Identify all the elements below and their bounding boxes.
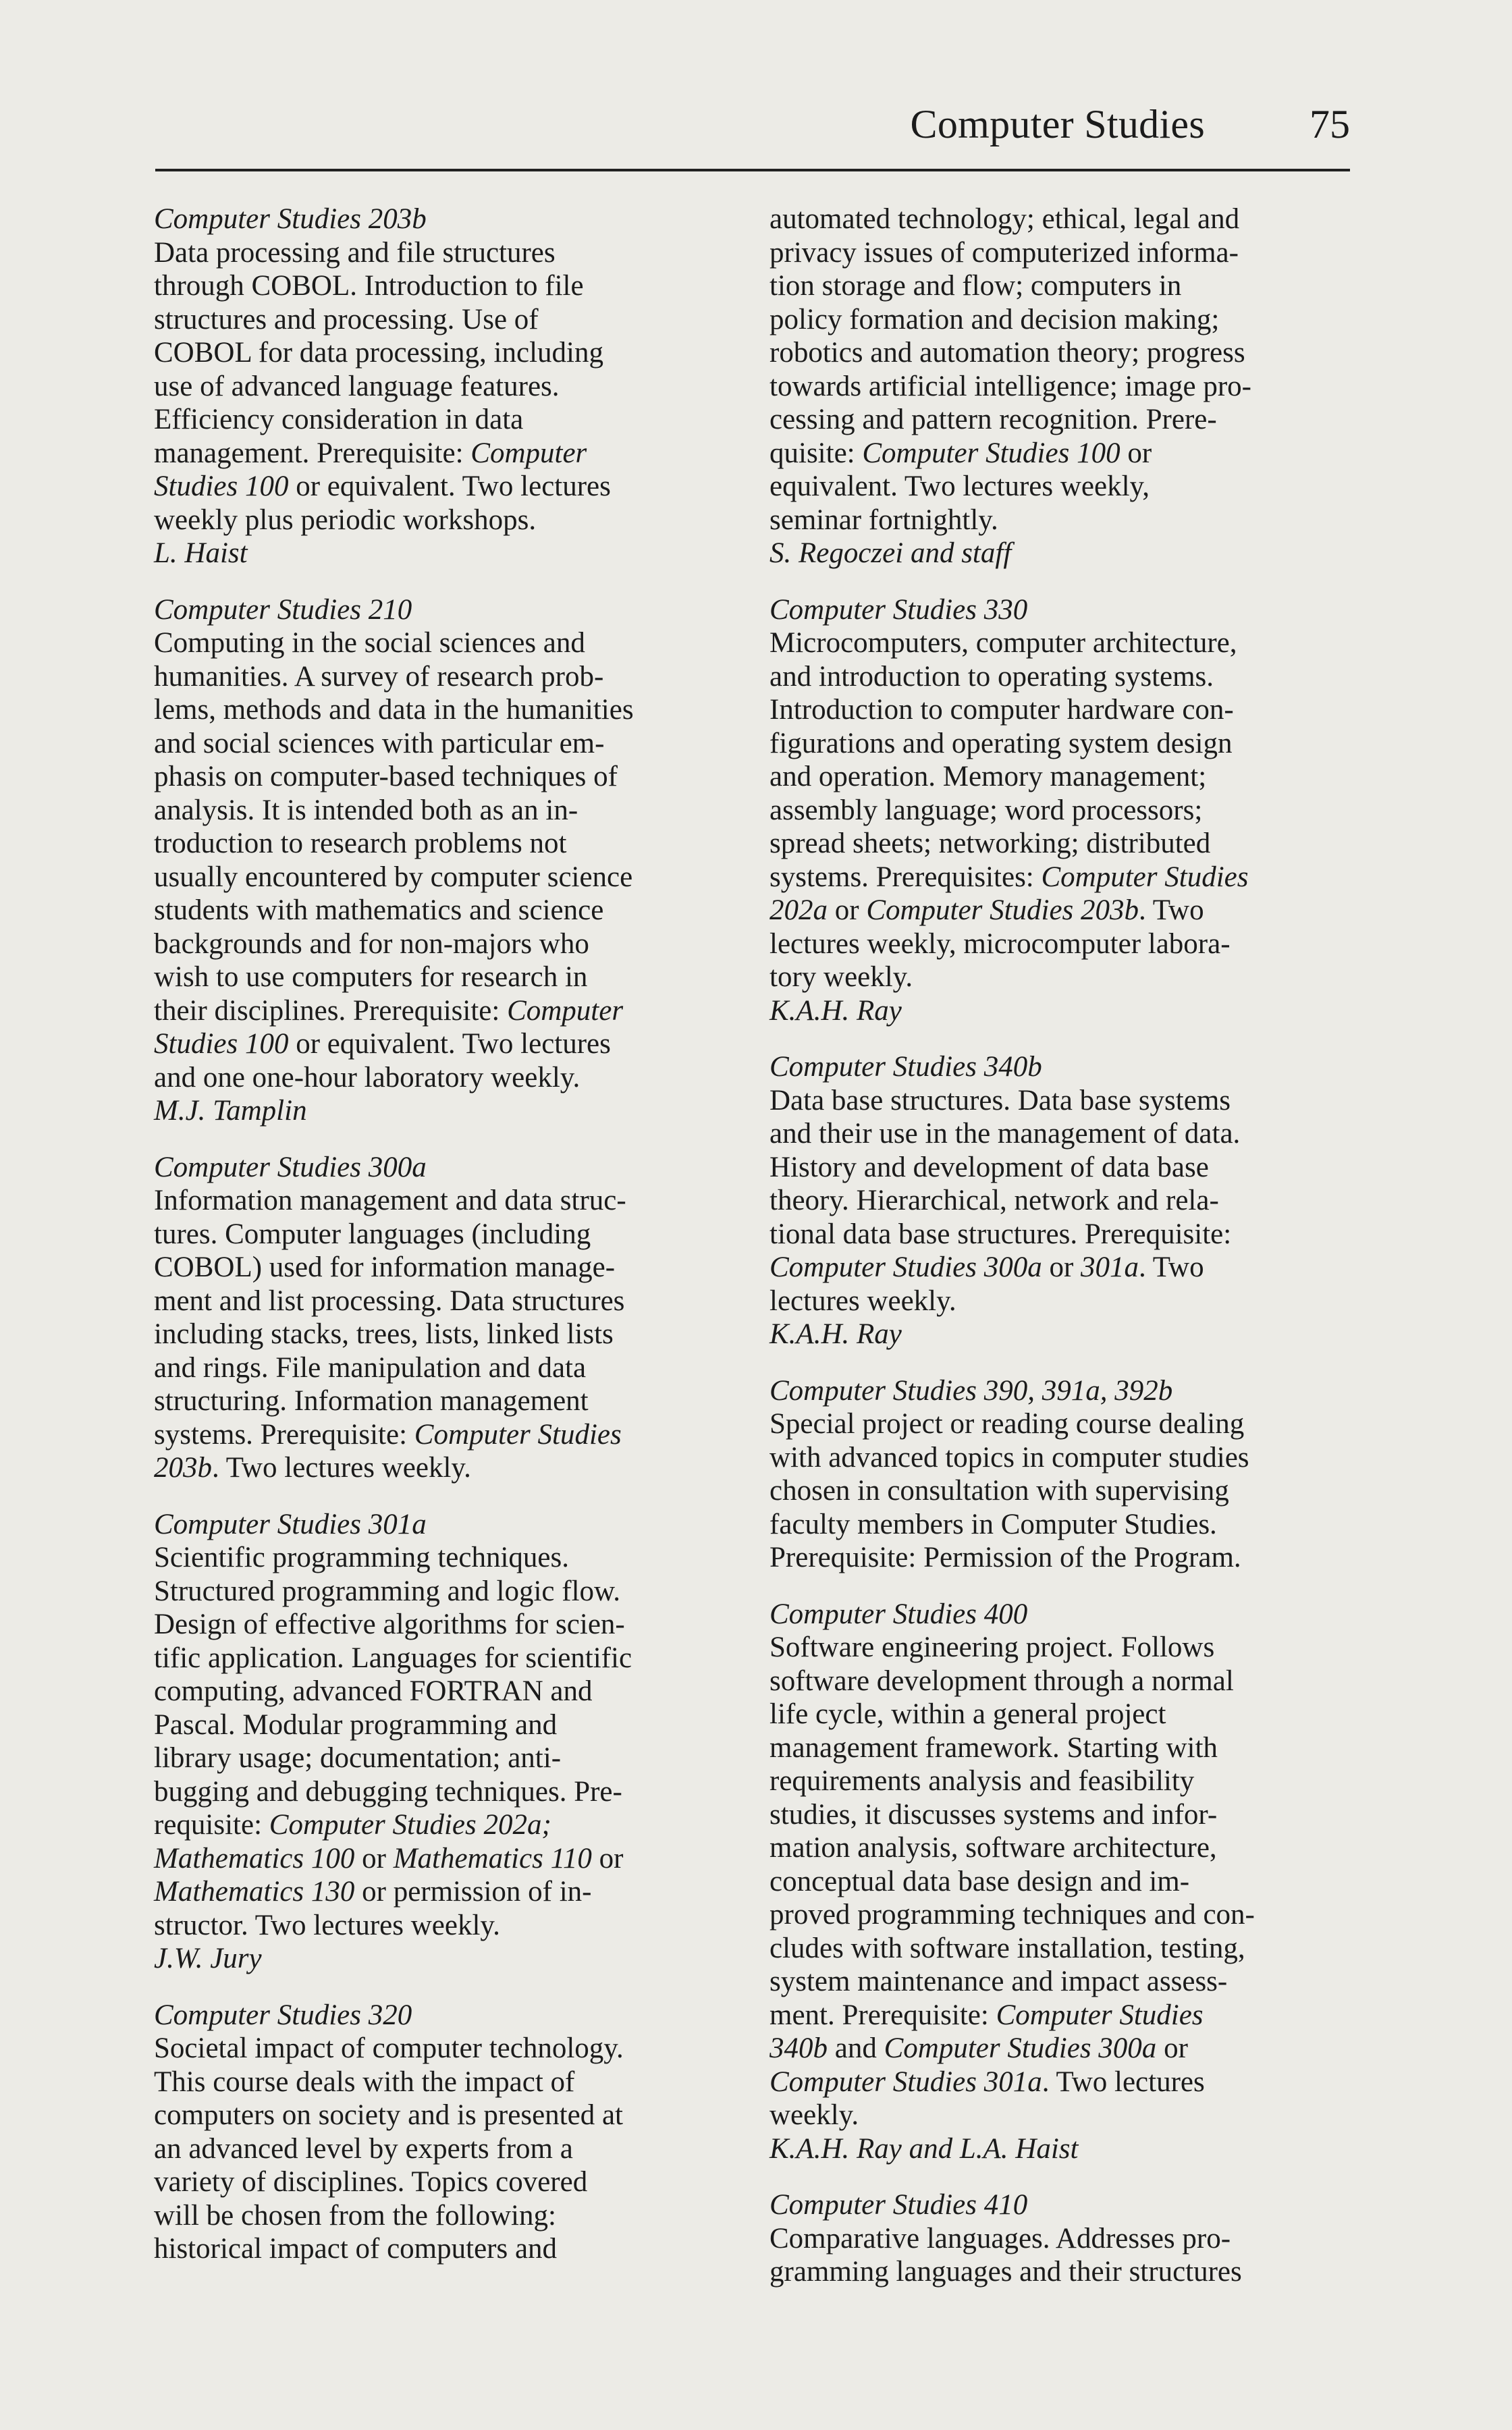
course-instructor: S. Regoczei and staff — [770, 537, 1012, 569]
course-description-line: tific application. Languages for scientific — [154, 1642, 632, 1674]
course-description-line: mation analysis, software architecture, — [770, 1832, 1217, 1864]
course-description-line: Data base structures. Data base systems — [770, 1084, 1231, 1116]
course-description-line: faculty members in Computer Studies. — [770, 1508, 1217, 1540]
course-description-line: weekly. — [770, 2099, 859, 2131]
course-code: Computer Studies 330 — [770, 593, 1028, 626]
course-description-line: usually encountered by computer science — [154, 861, 633, 893]
course-description-line: Special project or reading course dealing — [770, 1408, 1245, 1440]
course-description-line: requirements analysis and feasibility — [770, 1765, 1195, 1797]
course-description-line: tures. Computer languages (including — [154, 1218, 591, 1250]
course-description-line: 202a or Computer Studies 203b. Two — [770, 894, 1204, 926]
course-entry — [770, 1374, 1364, 1575]
right-column — [770, 202, 1364, 2312]
course-description-line: lectures weekly, microcomputer labora- — [770, 927, 1231, 960]
course-description-line: life cycle, within a general project — [770, 1698, 1166, 1730]
course-description-line: assembly language; word processors; — [770, 794, 1203, 826]
course-description-line: phasis on computer-based techniques of — [154, 761, 618, 792]
course-description-line: systems. Prerequisites: Computer Studies — [770, 861, 1249, 893]
course-description-line: will be chosen from the following: — [154, 2199, 556, 2232]
course-description-line: Computer Studies 301a. Two lectures — [770, 2066, 1205, 2098]
course-description-line: weekly plus periodic workshops. — [154, 504, 537, 536]
course-description-line: proved programming techniques and con- — [770, 1899, 1255, 1931]
course-description-line: computers on society and is presented at — [154, 2099, 623, 2131]
course-description-line: and rings. File manipulation and data — [154, 1351, 587, 1384]
course-instructor: L. Haist — [154, 537, 248, 569]
course-description-line: and their use in the management of data. — [770, 1118, 1241, 1150]
course-description-line: Mathematics 130 or permission of in- — [154, 1876, 592, 1908]
course-description-line: systems. Prerequisite: Computer Studies — [154, 1418, 622, 1451]
course-description-line: Computing in the social sciences and — [154, 627, 585, 659]
course-description-line: Societal impact of computer technology. — [154, 2032, 624, 2064]
course-description-line: robotics and automation theory; progress — [770, 337, 1245, 369]
course-description-line: lectures weekly. — [770, 1285, 956, 1317]
course-description-line: studies, it discusses systems and infor- — [770, 1798, 1218, 1831]
course-description-line: COBOL for data processing, including — [154, 337, 603, 369]
course-description-line: Scientific programming techniques. — [154, 1542, 569, 1573]
course-description-line: Software engineering project. Follows — [770, 1631, 1215, 1663]
course-description-line: management. Prerequisite: Computer — [154, 437, 587, 469]
course-description-line: Efficiency consideration in data — [154, 404, 524, 435]
course-entry — [154, 1508, 748, 1976]
course-description-line: 340b and Computer Studies 300a or — [770, 2032, 1188, 2064]
course-description-line: structor. Two lectures weekly. — [154, 1909, 500, 1941]
course-description-line: with advanced topics in computer studies — [770, 1441, 1249, 1474]
course-code: Computer Studies 301a — [154, 1508, 427, 1540]
course-entry — [154, 202, 748, 570]
course-description-line: Prerequisite: Permission of the Program. — [770, 1542, 1241, 1573]
course-description-line: use of advanced language features. — [154, 370, 560, 402]
course-instructor: M.J. Tamplin — [154, 1095, 307, 1127]
course-code: Computer Studies 320 — [154, 1999, 412, 2031]
course-entry — [154, 1151, 748, 1485]
course-description-line: variety of disciplines. Topics covered — [154, 2166, 588, 2198]
course-description-line: seminar fortnightly. — [770, 504, 998, 536]
course-description-line: COBOL) used for information manage- — [154, 1251, 616, 1283]
course-description-line: Studies 100 or equivalent. Two lectures — [154, 470, 611, 502]
course-entry — [770, 202, 1364, 570]
course-description-line: cludes with software installation, testing, — [770, 1932, 1245, 1964]
course-description-line: figurations and operating system design — [770, 727, 1233, 759]
course-entry — [770, 2188, 1364, 2289]
course-instructor: J.W. Jury — [154, 1943, 262, 1974]
course-description-line: Structured programming and logic flow. — [154, 1575, 621, 1607]
course-description-line: History and development of data base — [770, 1151, 1209, 1183]
course-description-line: their disciplines. Prerequisite: Computer — [154, 994, 624, 1027]
course-description-line: ment and list processing. Data structures — [154, 1285, 625, 1317]
page-number: 75 — [1310, 102, 1350, 146]
course-description-line: and introduction to operating systems. — [770, 660, 1214, 693]
course-code: Computer Studies 210 — [154, 593, 412, 626]
course-code: Computer Studies 400 — [770, 1598, 1028, 1630]
course-description-line: structuring. Information management — [154, 1385, 589, 1417]
course-entry — [770, 1598, 1364, 2166]
running-head-title: Computer Studies — [910, 102, 1205, 146]
course-description-line: tion storage and flow; computers in — [770, 270, 1182, 302]
course-description-line: Comparative languages. Addresses pro- — [770, 2222, 1231, 2254]
course-description-line: computing, advanced FORTRAN and — [154, 1675, 593, 1707]
course-description-line: tional data base structures. Prerequisite: — [770, 1218, 1232, 1250]
left-column — [154, 202, 748, 2289]
course-description-line: equivalent. Two lectures weekly, — [770, 470, 1150, 502]
course-description-line: gramming languages and their structures — [770, 2256, 1242, 2288]
course-description-line: ment. Prerequisite: Computer Studies — [770, 1999, 1204, 2031]
course-description-line: backgrounds and for non-majors who — [154, 927, 589, 960]
course-entry — [770, 593, 1364, 1028]
course-description-line: 203b. Two lectures weekly. — [154, 1452, 471, 1484]
course-description-line: automated technology; ethical, legal and — [770, 203, 1240, 235]
course-description-line: Design of effective algorithms for scien- — [154, 1609, 625, 1640]
course-description-line: cessing and pattern recognition. Prere- — [770, 404, 1217, 435]
course-description-line: conceptual data base design and im- — [770, 1865, 1190, 1897]
course-description-line: theory. Hierarchical, network and rela- — [770, 1185, 1219, 1216]
course-description-line: analysis. It is intended both as an in- — [154, 794, 578, 826]
course-description-line: through COBOL. Introduction to file — [154, 270, 584, 302]
course-description-line: students with mathematics and science — [154, 894, 604, 926]
course-description-line: Mathematics 100 or Mathematics 110 or — [154, 1842, 624, 1874]
course-description-line: including stacks, trees, lists, linked lists — [154, 1318, 614, 1350]
course-instructor: K.A.H. Ray and L.A. Haist — [770, 2132, 1079, 2165]
course-entry — [154, 593, 748, 1128]
course-entry — [154, 1999, 748, 2266]
course-instructor: K.A.H. Ray — [770, 1318, 902, 1350]
course-code: Computer Studies 300a — [154, 1151, 427, 1183]
course-description-line: wish to use computers for research in — [154, 961, 588, 993]
course-description-line: lems, methods and data in the humanities — [154, 694, 634, 726]
course-description-line: and social sciences with particular em- — [154, 727, 605, 759]
course-description-line: requisite: Computer Studies 202a; — [154, 1809, 551, 1841]
course-description-line: and one one-hour laboratory weekly. — [154, 1061, 580, 1094]
course-description-line: bugging and debugging techniques. Pre- — [154, 1775, 622, 1808]
course-description-line: spread sheets; networking; distributed — [770, 828, 1211, 859]
course-description-line: troduction to research problems not — [154, 828, 567, 859]
course-code: Computer Studies 203b — [154, 203, 427, 235]
course-code: Computer Studies 390, 391a, 392b — [770, 1374, 1173, 1407]
course-code: Computer Studies 410 — [770, 2189, 1028, 2221]
course-code: Computer Studies 340b — [770, 1051, 1042, 1083]
course-description-line: tory weekly. — [770, 961, 913, 993]
course-description-line: This course deals with the impact of — [154, 2066, 575, 2098]
course-description-line: an advanced level by experts from a — [154, 2132, 573, 2165]
course-description-line: management framework. Starting with — [770, 1731, 1218, 1764]
course-instructor: K.A.H. Ray — [770, 994, 902, 1027]
course-description-line: Information management and data struc- — [154, 1185, 626, 1216]
course-description-line: historical impact of computers and — [154, 2233, 558, 2265]
course-entry — [770, 1050, 1364, 1351]
course-description-line: quisite: Computer Studies 100 or — [770, 437, 1152, 469]
course-description-line: software development through a normal — [770, 1665, 1234, 1697]
course-description-line: Studies 100 or equivalent. Two lectures — [154, 1028, 611, 1060]
course-description-line: Pascal. Modular programming and — [154, 1708, 558, 1741]
course-description-line: towards artificial intelligence; image pro- — [770, 370, 1251, 402]
course-description-line: policy formation and decision making; — [770, 303, 1220, 335]
course-description-line: Introduction to computer hardware con- — [770, 694, 1234, 726]
course-description-line: and operation. Memory management; — [770, 761, 1207, 792]
course-description-line: system maintenance and impact assess- — [770, 1966, 1228, 1997]
course-description-line: Computer Studies 300a or 301a. Two — [770, 1251, 1204, 1283]
course-description-line: Microcomputers, computer architecture, — [770, 627, 1237, 659]
course-description-line: library usage; documentation; anti- — [154, 1742, 562, 1774]
course-description-line: Data processing and file structures — [154, 236, 556, 269]
course-description-line: structures and processing. Use of — [154, 303, 539, 335]
course-description-line: chosen in consultation with supervising — [770, 1475, 1229, 1507]
running-head — [155, 94, 1350, 171]
course-description-line: privacy issues of computerized informa- — [770, 236, 1239, 269]
course-description-line: humanities. A survey of research prob- — [154, 660, 604, 693]
